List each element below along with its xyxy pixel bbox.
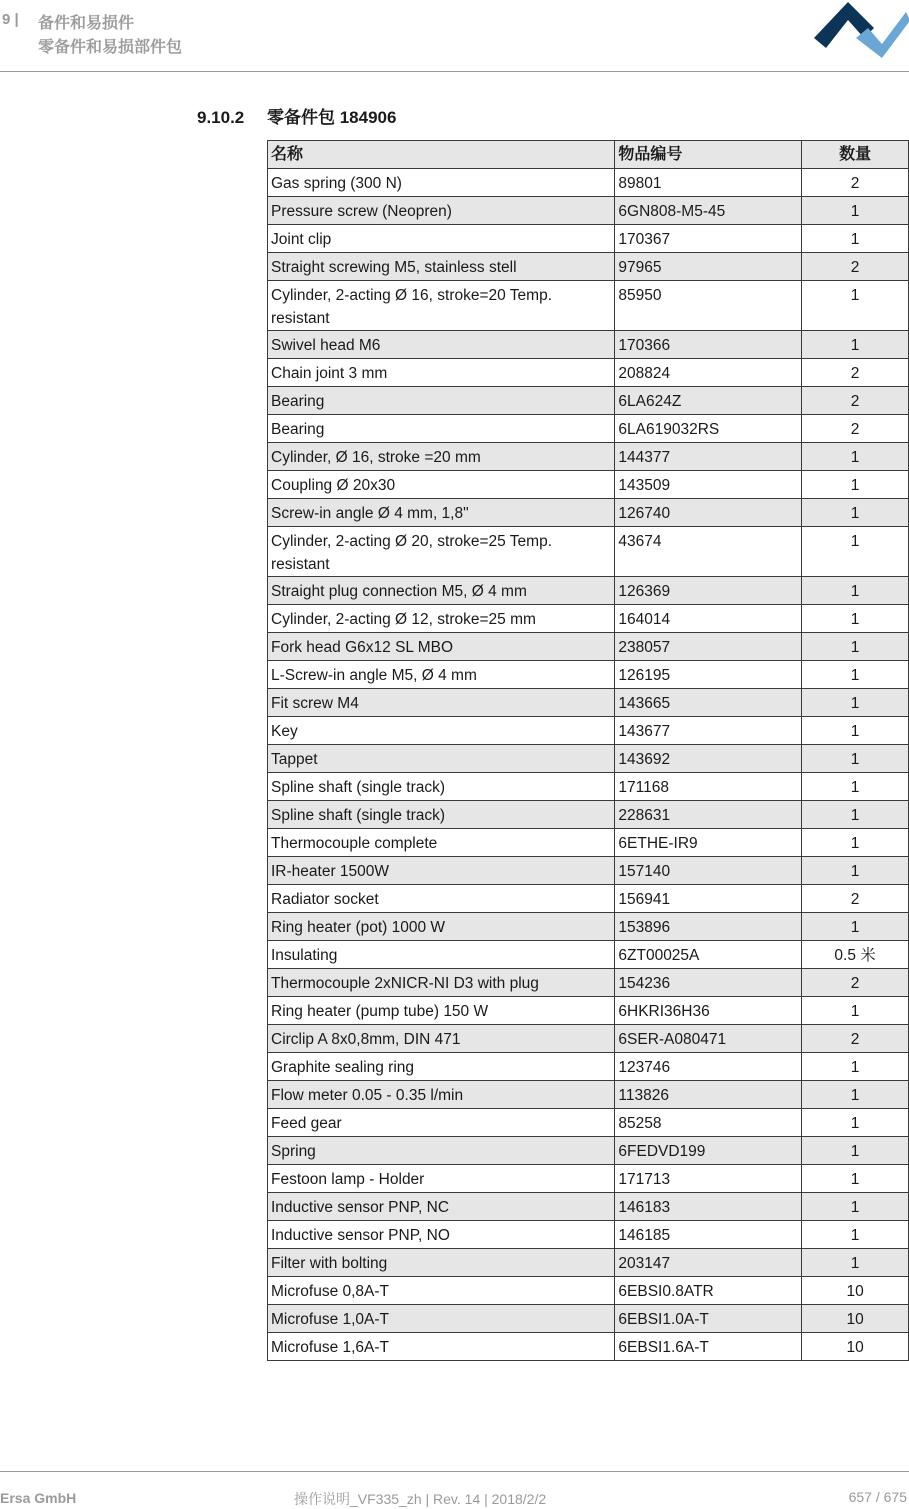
cell-name: Spring	[268, 1137, 615, 1165]
table-row	[268, 1333, 909, 1361]
cell-quantity: 1	[802, 527, 909, 577]
cell-name: Straight screwing M5, stainless stell	[268, 253, 615, 281]
column-header-part-number: 物品编号	[615, 141, 802, 169]
table-row	[268, 415, 909, 443]
table-row	[268, 197, 909, 225]
cell-part-number: 85258	[615, 1109, 802, 1137]
parts-table-body	[268, 169, 909, 1361]
footer-document-info: 操作说明_VF335_zh | Rev. 14 | 2018/2/2	[294, 1491, 547, 1507]
table-row	[268, 1025, 909, 1053]
cell-name: Fork head G6x12 SL MBO	[268, 633, 615, 661]
table-row	[268, 745, 909, 773]
cell-name: Inductive sensor PNP, NC	[268, 1193, 615, 1221]
cell-quantity: 10	[802, 1305, 909, 1333]
table-row	[268, 997, 909, 1025]
table-row	[268, 661, 909, 689]
cell-name: Cylinder, 2-acting Ø 20, stroke=25 Temp. resistant	[268, 527, 615, 577]
table-row	[268, 1137, 909, 1165]
cell-quantity: 1	[802, 689, 909, 717]
table-row	[268, 1109, 909, 1137]
cell-name: Tappet	[268, 745, 615, 773]
cell-name: Microfuse 1,6A-T	[268, 1333, 615, 1361]
cell-name: Feed gear	[268, 1109, 615, 1137]
cell-quantity: 1	[802, 745, 909, 773]
cell-quantity: 2	[802, 1025, 909, 1053]
table-row	[268, 1193, 909, 1221]
cell-name: Bearing	[268, 415, 615, 443]
cell-name: Pressure screw (Neopren)	[268, 197, 615, 225]
cell-quantity: 1	[802, 1081, 909, 1109]
cell-part-number: 6EBSI1.0A-T	[615, 1305, 802, 1333]
cell-name: Straight plug connection M5, Ø 4 mm	[268, 577, 615, 605]
cell-name: Microfuse 1,0A-T	[268, 1305, 615, 1333]
cell-name: Microfuse 0,8A-T	[268, 1277, 615, 1305]
footer-page-number: 657 / 675	[848, 1489, 907, 1505]
cell-quantity: 1	[802, 471, 909, 499]
table-row	[268, 829, 909, 857]
cell-quantity: 1	[802, 857, 909, 885]
cell-part-number: 171713	[615, 1165, 802, 1193]
cell-name: IR-heater 1500W	[268, 857, 615, 885]
cell-part-number: 143677	[615, 717, 802, 745]
cell-part-number: 113826	[615, 1081, 802, 1109]
cell-name: Flow meter 0.05 - 0.35 l/min	[268, 1081, 615, 1109]
cell-name: Joint clip	[268, 225, 615, 253]
cell-part-number: 146183	[615, 1193, 802, 1221]
cell-part-number: 153896	[615, 913, 802, 941]
cell-quantity: 1	[802, 1053, 909, 1081]
cell-name: Circlip A 8x0,8mm, DIN 471	[268, 1025, 615, 1053]
cell-part-number: 6EBSI1.6A-T	[615, 1333, 802, 1361]
cell-name: Graphite sealing ring	[268, 1053, 615, 1081]
cell-part-number: 146185	[615, 1221, 802, 1249]
cell-quantity: 1	[802, 1165, 909, 1193]
page-header	[0, 0, 909, 72]
cell-part-number: 123746	[615, 1053, 802, 1081]
cell-part-number: 171168	[615, 773, 802, 801]
table-row	[268, 1165, 909, 1193]
table-row	[268, 969, 909, 997]
cell-quantity: 1	[802, 1137, 909, 1165]
cell-quantity: 2	[802, 253, 909, 281]
cell-quantity: 1	[802, 605, 909, 633]
cell-quantity: 2	[802, 359, 909, 387]
table-row	[268, 689, 909, 717]
cell-name: Gas spring (300 N)	[268, 169, 615, 197]
cell-name: Cylinder, Ø 16, stroke =20 mm	[268, 443, 615, 471]
cell-name: Bearing	[268, 387, 615, 415]
cell-name: Thermocouple 2xNICR-NI D3 with plug	[268, 969, 615, 997]
table-row	[268, 331, 909, 359]
cell-quantity: 1	[802, 661, 909, 689]
cell-part-number: 97965	[615, 253, 802, 281]
cell-part-number: 89801	[615, 169, 802, 197]
cell-quantity: 10	[802, 1277, 909, 1305]
table-row	[268, 773, 909, 801]
cell-name: Insulating	[268, 941, 615, 969]
table-row	[268, 387, 909, 415]
cell-name: Spline shaft (single track)	[268, 773, 615, 801]
cell-part-number: 164014	[615, 605, 802, 633]
cell-quantity: 1	[802, 829, 909, 857]
cell-part-number: 43674	[615, 527, 802, 577]
table-row	[268, 527, 909, 577]
cell-part-number: 228631	[615, 801, 802, 829]
cell-name: Cylinder, 2-acting Ø 12, stroke=25 mm	[268, 605, 615, 633]
cell-quantity: 1	[802, 1193, 909, 1221]
cell-part-number: 6EBSI0.8ATR	[615, 1277, 802, 1305]
chapter-number: 9 |	[2, 11, 19, 28]
cell-quantity: 1	[802, 281, 909, 331]
cell-quantity: 1	[802, 717, 909, 745]
table-row	[268, 471, 909, 499]
table-row	[268, 253, 909, 281]
cell-quantity: 1	[802, 1109, 909, 1137]
table-row	[268, 941, 909, 969]
cell-part-number: 85950	[615, 281, 802, 331]
cell-quantity: 1	[802, 773, 909, 801]
cell-quantity: 1	[802, 225, 909, 253]
cell-part-number: 6ZT00025A	[615, 941, 802, 969]
cell-quantity: 1	[802, 801, 909, 829]
cell-name: L-Screw-in angle M5, Ø 4 mm	[268, 661, 615, 689]
cell-quantity: 1	[802, 443, 909, 471]
cell-name: Fit screw M4	[268, 689, 615, 717]
table-row	[268, 605, 909, 633]
cell-part-number: 6LA619032RS	[615, 415, 802, 443]
cell-part-number: 143509	[615, 471, 802, 499]
cell-quantity: 1	[802, 633, 909, 661]
cell-part-number: 238057	[615, 633, 802, 661]
cell-quantity: 0.5 米	[802, 941, 909, 969]
cell-name: Festoon lamp - Holder	[268, 1165, 615, 1193]
table-row	[268, 1277, 909, 1305]
section-title: 零备件包 184906	[267, 108, 397, 127]
cell-name: Spline shaft (single track)	[268, 801, 615, 829]
cell-quantity: 1	[802, 1221, 909, 1249]
cell-part-number: 6SER-A080471	[615, 1025, 802, 1053]
cell-part-number: 6LA624Z	[615, 387, 802, 415]
cell-part-number: 6ETHE-IR9	[615, 829, 802, 857]
table-row	[268, 443, 909, 471]
cell-name: Thermocouple complete	[268, 829, 615, 857]
column-header-quantity: 数量	[802, 141, 909, 169]
cell-quantity: 1	[802, 331, 909, 359]
header-divider	[0, 71, 909, 72]
cell-quantity: 1	[802, 913, 909, 941]
cell-quantity: 2	[802, 969, 909, 997]
table-row	[268, 1249, 909, 1277]
table-row	[268, 1305, 909, 1333]
table-row	[268, 801, 909, 829]
cell-name: Inductive sensor PNP, NO	[268, 1221, 615, 1249]
cell-part-number: 154236	[615, 969, 802, 997]
table-row	[268, 717, 909, 745]
column-header-name: 名称	[268, 141, 615, 169]
table-row	[268, 633, 909, 661]
cell-name: Coupling Ø 20x30	[268, 471, 615, 499]
cell-part-number: 144377	[615, 443, 802, 471]
cell-part-number: 203147	[615, 1249, 802, 1277]
cell-part-number: 143665	[615, 689, 802, 717]
cell-part-number: 157140	[615, 857, 802, 885]
table-row	[268, 885, 909, 913]
cell-part-number: 6GN808-M5-45	[615, 197, 802, 225]
footer-divider	[0, 1471, 909, 1472]
table-row	[268, 857, 909, 885]
cell-quantity: 10	[802, 1333, 909, 1361]
cell-part-number: 170367	[615, 225, 802, 253]
cell-name: Ring heater (pump tube) 150 W	[268, 997, 615, 1025]
cell-name: Chain joint 3 mm	[268, 359, 615, 387]
cell-quantity: 1	[802, 577, 909, 605]
table-row	[268, 913, 909, 941]
table-row	[268, 225, 909, 253]
cell-quantity: 1	[802, 997, 909, 1025]
cell-quantity: 2	[802, 169, 909, 197]
table-header-row	[268, 141, 909, 169]
cell-quantity: 2	[802, 885, 909, 913]
table-row	[268, 1053, 909, 1081]
cell-name: Cylinder, 2-acting Ø 16, stroke=20 Temp. resistant	[268, 281, 615, 331]
section-number: 9.10.2	[197, 108, 245, 127]
chapter-title: 备件和易损件	[38, 15, 135, 32]
table-row	[268, 359, 909, 387]
cell-part-number: 126195	[615, 661, 802, 689]
footer-company: Ersa GmbH	[0, 1490, 77, 1506]
cell-name: Filter with bolting	[268, 1249, 615, 1277]
table-row	[268, 499, 909, 527]
cell-part-number: 143692	[615, 745, 802, 773]
cell-name: Radiator socket	[268, 885, 615, 913]
ersa-logo-icon	[812, 0, 909, 62]
cell-quantity: 1	[802, 499, 909, 527]
cell-quantity: 2	[802, 387, 909, 415]
section-running-title: 零备件和易损部件包	[38, 39, 183, 56]
cell-part-number: 170366	[615, 331, 802, 359]
cell-part-number: 126369	[615, 577, 802, 605]
cell-part-number: 126740	[615, 499, 802, 527]
cell-part-number: 156941	[615, 885, 802, 913]
table-row	[268, 1081, 909, 1109]
cell-quantity: 1	[802, 197, 909, 225]
cell-part-number: 6HKRI36H36	[615, 997, 802, 1025]
table-row	[268, 281, 909, 331]
cell-part-number: 208824	[615, 359, 802, 387]
table-row	[268, 577, 909, 605]
cell-quantity: 2	[802, 415, 909, 443]
section-heading	[197, 103, 396, 128]
cell-quantity: 1	[802, 1249, 909, 1277]
table-row	[268, 169, 909, 197]
table-row	[268, 1221, 909, 1249]
cell-name: Key	[268, 717, 615, 745]
cell-name: Screw-in angle Ø 4 mm, 1,8"	[268, 499, 615, 527]
parts-table	[267, 140, 909, 1361]
cell-part-number: 6FEDVD199	[615, 1137, 802, 1165]
cell-name: Swivel head M6	[268, 331, 615, 359]
cell-name: Ring heater (pot) 1000 W	[268, 913, 615, 941]
